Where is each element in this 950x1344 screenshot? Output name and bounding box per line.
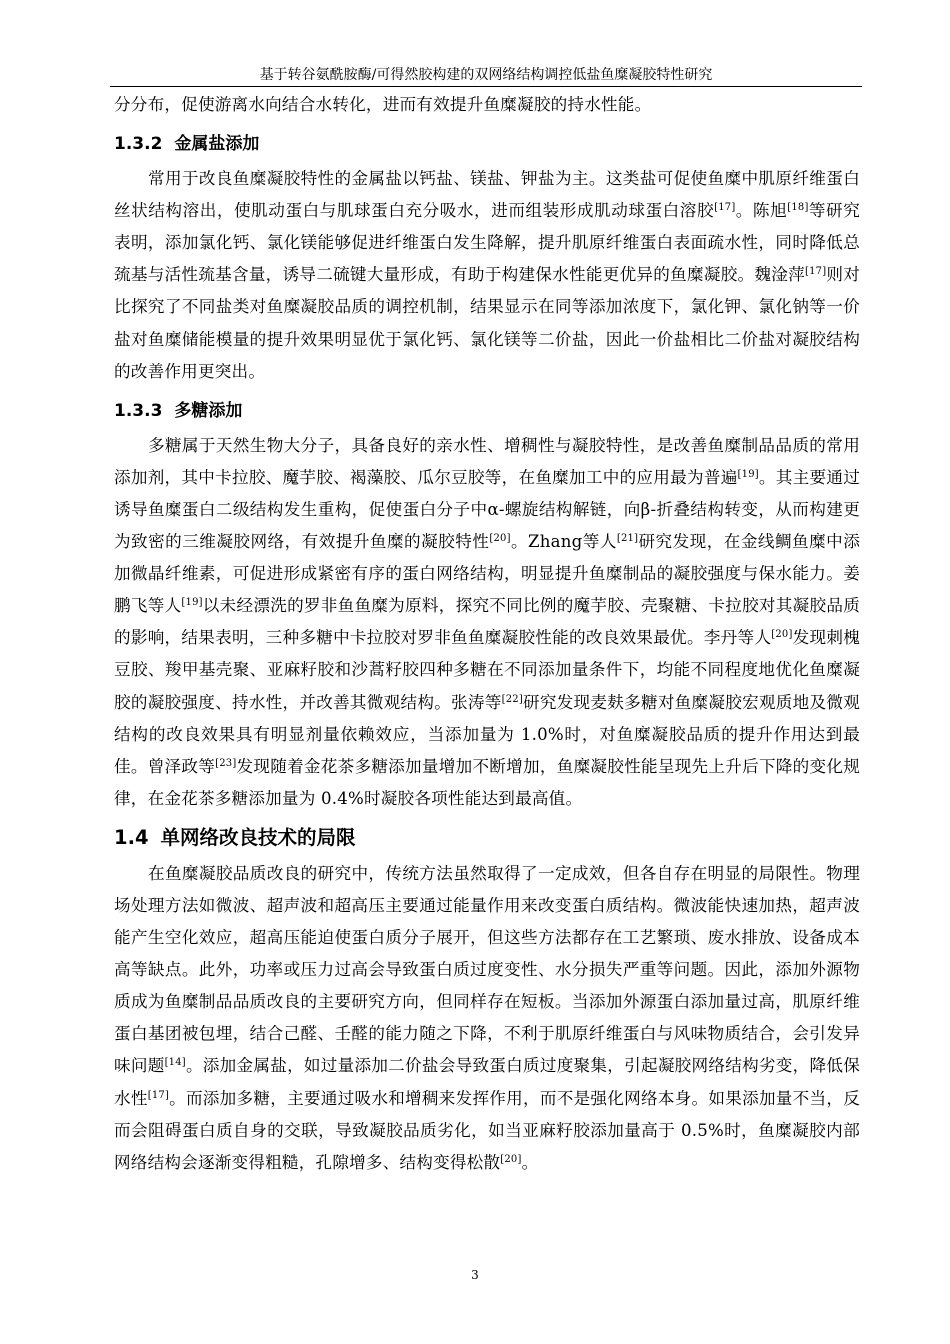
section-number: 1.4	[114, 825, 149, 849]
section-title: 多糖添加	[174, 400, 243, 421]
citation: [17]	[714, 202, 736, 214]
header-rule	[110, 86, 862, 87]
citation: [20]	[500, 1153, 522, 1165]
section-title: 金属盐添加	[174, 134, 260, 155]
citation: [19]	[181, 597, 203, 609]
citation: [20]	[771, 629, 793, 641]
section-heading-1-3-2	[114, 121, 860, 163]
citation: [22]	[501, 693, 523, 705]
citation: [21]	[616, 533, 639, 545]
body-content	[114, 89, 860, 1179]
paragraph-metal-salts: 常用于改良鱼糜凝胶特性的金属盐以钙盐、镁盐、钾盐为主。这类盐可促使鱼糜中肌原纤维蛋白丝状结构溶出，使肌动蛋白与肌球蛋白充分吸水，进而组装形成肌动球蛋白溶胶[17]。陈旭[18]等研究表明，添加氯化钙、氯化镁能够促进纤维蛋白发生降解，提升肌原纤维蛋白表面疏水性，同时降低总巯基与活性巯基含量，诱导二硫键大量形成，有助于构建保水性能更优异的鱼糜凝胶。魏淦萍[17]则对比探究了不同盐类对鱼糜凝胶品质的调控机制，结果显示在同等添加浓度下，氯化钾、氯化钠等一价盐对鱼糜储能模量的提升效果明显优于氯化钙、氯化镁等二价盐，因此一价盐相比二价盐对凝胶结构的改善作用更突出。	[114, 169, 861, 381]
citation: [18]	[787, 202, 809, 214]
section-title: 单网络改良技术的局限	[160, 825, 356, 849]
paragraph-polysaccharides: 多糖属于天然生物大分子，具备良好的亲水性、增稠性与凝胶特性，是改善鱼糜制品品质的常用添加剂，其中卡拉胶、魔芋胶、褐藻胶、瓜尔豆胶等，在鱼糜加工中的应用最为普遍[19]。其主要通过诱导鱼糜蛋白二级结构发生重构，促使蛋白分子中α-螺旋结构解链，向β-折叠结构转变，从而构建更为致密的三维凝胶网络，有效提升鱼糜的凝胶特性[20]。Zhang等人[21]研究发现，在金线鲷鱼糜中添加微晶纤维素，可促进形成紧密有序的蛋白网络结构，明显提升鱼糜制品的凝胶强度与保水能力。姜鹏飞等人[19]以未经漂洗的罗非鱼鱼糜为原料，探究不同比例的魔芋胶、壳聚糖、卡拉胶对其凝胶品质的影响，结果表明，三种多糖中卡拉胶对罗非鱼鱼糜凝胶性能的改良效果最优。李丹等人[20]发现刺槐豆胶、羧甲基壳聚、亚麻籽胶和沙蒿籽胶四种多糖在不同添加量条件下，均能不同程度地优化鱼糜凝胶的凝胶强度、持水性，并改善其微观结构。张涛等[22]研究发现麦麸多糖对鱼糜凝胶宏观质地及微观结构的改良效果具有明显剂量依赖效应，当添加量为 1.0%时，对鱼糜凝胶品质的提升作用达到最佳。曾泽政等[23]发现随着金花茶多糖添加量增加不断增加，鱼糜凝胶性能呈现先上升后下降的变化规律，在金花茶多糖添加量为 0.4%时凝胶各项性能达到最高值。	[114, 435, 860, 808]
citation: [17]	[147, 1089, 170, 1101]
running-header: 基于转谷氨酰胺酶/可得然胶构建的双网络结构调控低盐鱼糜凝胶特性研究	[259, 67, 713, 83]
section-number: 1.3.2	[114, 134, 163, 155]
citation: [17]	[804, 266, 827, 278]
citation: [14]	[164, 1057, 186, 1069]
paragraph-limitations: 在鱼糜凝胶品质改良的研究中，传统方法虽然取得了一定成效，但各自存在明显的局限性。物理场处理方法如微波、超声波和超高压主要通过能量作用来改变蛋白质结构。微波能快速加热，超声波能产生空化效应，超高压能迫使蛋白质分子展开，但这些方法都存在工艺繁琐、废水排放、设备成本高等缺点。此外，功率或压力过高会导致蛋白质过度变性、水分损失严重等问题。因此，添加外源物质成为鱼糜制品品质改良的主要研究方向，但同样存在短板。当添加外源蛋白添加量过高，肌原纤维蛋白基团被包埋，结合己醛、壬醛的能力随之下降，不利于肌原纤维蛋白与风味物质结合，会引发异味问题[14]。添加金属盐，如过量添加二价盐会导致蛋白质过度聚集，引起凝胶网络结构劣变，降低保水性[17]。而添加多糖，主要通过吸水和增稠来发挥作用，而不是强化网络本身。如果添加量不当，反而会阻碍蛋白质自身的交联，导致凝胶品质劣化，如当亚麻籽胶添加量高于 0.5%时，鱼糜凝胶内部网络结构会逐渐变得粗糙，孔隙增多、结构变得松散[20]。	[114, 863, 861, 1172]
citation: [20]	[489, 533, 511, 545]
continuation-paragraph: 分分布，促使游离水向结合水转化，进而有效提升鱼糜凝胶的持水性能。	[114, 95, 652, 114]
citation: [19]	[737, 468, 759, 480]
citation: [23]	[215, 757, 237, 769]
section-heading-1-3-3	[114, 388, 860, 430]
page-number: 3	[471, 1268, 479, 1282]
section-heading-1-4	[114, 815, 860, 858]
section-number: 1.3.3	[114, 400, 163, 421]
